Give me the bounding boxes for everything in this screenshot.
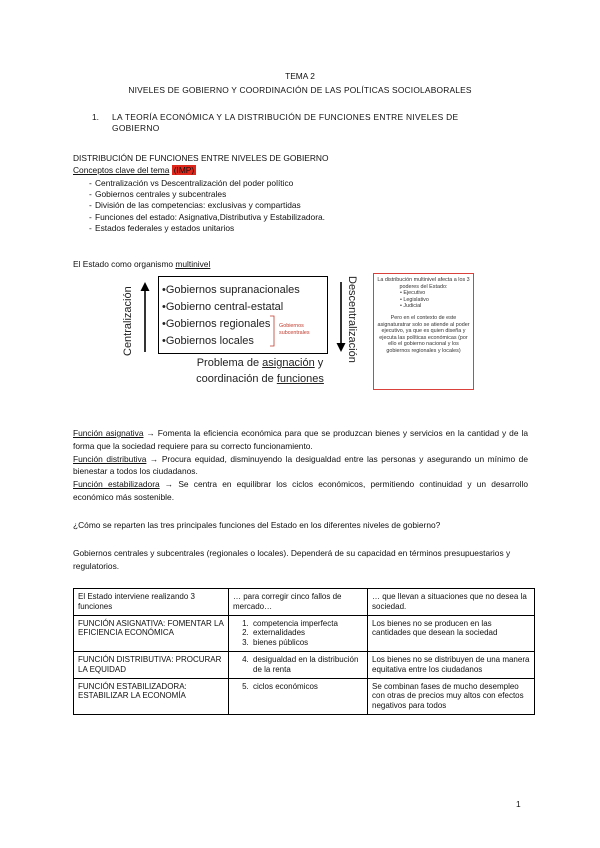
note-power: • Legislativo: [400, 296, 429, 303]
failure-item: 3. bienes públicos: [251, 638, 363, 648]
problem-asignacion: asignación: [262, 357, 315, 369]
answer-text: Gobiernos centrales y subcentrales (regionales o locales). Dependerá de su capacidad en términos presupuestarios y regulatorios.: [73, 548, 511, 571]
functions-table: [73, 588, 535, 715]
section-title-line2: GOBIERNO: [112, 123, 160, 133]
table-cell-function: FUNCIÓN ESTABILIZADORA: ESTABILIZAR LA ECONOMÍA: [74, 678, 229, 714]
concepts-label: Conceptos clave del tema: [73, 165, 170, 175]
table-cell-failures: [229, 651, 368, 678]
decentralization-label: Descentralización: [346, 276, 358, 363]
table-cell-result: Los bienes no se producen en las cantidades que desean la sociedad: [368, 615, 535, 651]
question-text: ¿Cómo se reparten las tres principales funciones del Estado en los diferentes niveles de gobierno?: [73, 520, 441, 530]
tema-label: TEMA 2: [285, 71, 315, 81]
note-power: • Judicial: [400, 303, 422, 310]
bracket-icon: [269, 315, 277, 347]
function-asignativa-desc: Función asignativa → Fomenta la eficiencia económica para que se produzcan bienes y servicios en la cantidad y de la forma que la sociedad requiere para su correcto funcionamiento.: [73, 428, 528, 451]
failure-item: 5. ciclos económicos: [251, 682, 363, 692]
level-local: •Gobiernos locales: [162, 335, 254, 347]
section-title-line1: LA TEORÍA ECONÓMICA Y LA DISTRIBUCIÓN DE FUNCIONES ENTRE NIVELES DE: [112, 112, 459, 122]
page-number: 1: [516, 799, 521, 809]
problem-text: [185, 355, 335, 387]
problem-prefix: Problema de: [196, 357, 263, 369]
distribution-heading: DISTRIBUCIÓN DE FUNCIONES ENTRE NIVELES DE GOBIERNO: [73, 153, 329, 163]
coordination-prefix: coordinación de: [196, 373, 277, 385]
centralization-label: Centralización: [122, 286, 134, 356]
imp-badge: (IMP): [173, 165, 195, 175]
concepts-list: [73, 178, 513, 234]
up-arrow-icon: [139, 282, 151, 354]
concept-item: - Centralización vs Descentralización del poder político: [73, 178, 513, 189]
note-body: Pero en el contexto de este asignaturatrar solo se atiende al poder ejecutivo, ya que es quien diseña y ejecuta las políticas económicas (por ello el gobierno nacional y los gobiernos regionales y locales): [377, 314, 470, 354]
government-levels-box: [158, 276, 328, 354]
table-row: [74, 615, 535, 651]
failure-item: 1. competencia imperfecta: [251, 619, 363, 629]
functions-description: [73, 427, 528, 504]
concept-item: - Funciones del estado: Asignativa,Distributiva y Estabilizadora.: [73, 212, 513, 223]
failure-item: 4. desigualdad en la distribución de la renta: [251, 655, 363, 675]
section-title: [112, 112, 532, 134]
table-cell-function: FUNCIÓN ASIGNATIVA: FOMENTAR LA EFICIENCIA ECONÓMICA: [74, 615, 229, 651]
executive-note-box: [373, 273, 474, 390]
table-cell-function: FUNCIÓN DISTRIBUTIVA: PROCURAR LA EQUIDAD: [74, 651, 229, 678]
table-cell-result: Se combinan fases de mucho desempleo con otras de precios muy altos con efectos negativos para todos: [368, 678, 535, 714]
coordination-funciones: funciones: [276, 373, 324, 385]
note-intro: La distribución multinivel afecta a los 3 poderes del Estado:: [377, 277, 470, 290]
document-title: NIVELES DE GOBIERNO Y COORDINACIÓN DE LAS POLÍTICAS SOCIOLABORALES: [128, 85, 472, 95]
subcentral-note: Gobiernos subcentrales: [279, 323, 310, 336]
level-supranational: •Gobiernos supranacionales: [162, 284, 300, 296]
concept-item: - Estados federales y estados unitarios: [73, 223, 513, 234]
failure-item: 2. externalidades: [251, 628, 363, 638]
table-cell-failures: [229, 615, 368, 651]
multilevel-label-prefix: El Estado como organismo: [73, 259, 176, 269]
table-row: [74, 678, 535, 714]
level-central: •Gobierno central-estatal: [162, 301, 284, 313]
table-header-row: [74, 589, 535, 616]
table-header-cell: El Estado interviene realizando 3 funciones: [74, 589, 229, 616]
problem-suffix: y: [314, 357, 324, 369]
concepts-line: [73, 165, 196, 176]
function-estabilizadora-desc: Función estabilizadora → Se centra en equilibrar los ciclos económicos, permitiendo continuidad y un desarrollo económico más sostenible.: [73, 479, 528, 502]
concept-item: - Gobiernos centrales y subcentrales: [73, 189, 513, 200]
table-row: [74, 651, 535, 678]
multilevel-label-underlined: multinivel: [175, 259, 211, 269]
table-header-cell: … que llevan a situaciones que no desea la sociedad.: [368, 589, 535, 616]
table-header-cell: … para corregir cinco fallos de mercado…: [229, 589, 368, 616]
table-cell-result: Los bienes no se distribuyen de una manera equitativa entre los ciudadanos: [368, 651, 535, 678]
note-power: • Ejecutivo: [400, 290, 426, 297]
table-cell-failures: [229, 678, 368, 714]
section-number: 1.: [92, 112, 99, 122]
function-distributiva-desc: Función distributiva → Procura equidad, disminuyendo la desigualdad entre las personas y asegurando un mínimo de bienestar a todos los ciudadanos.: [73, 453, 528, 477]
concept-item: - División de las competencias: exclusivas y compartidas: [73, 200, 513, 211]
level-regional: •Gobiernos regionales: [162, 318, 271, 330]
multilevel-label: [73, 259, 210, 270]
